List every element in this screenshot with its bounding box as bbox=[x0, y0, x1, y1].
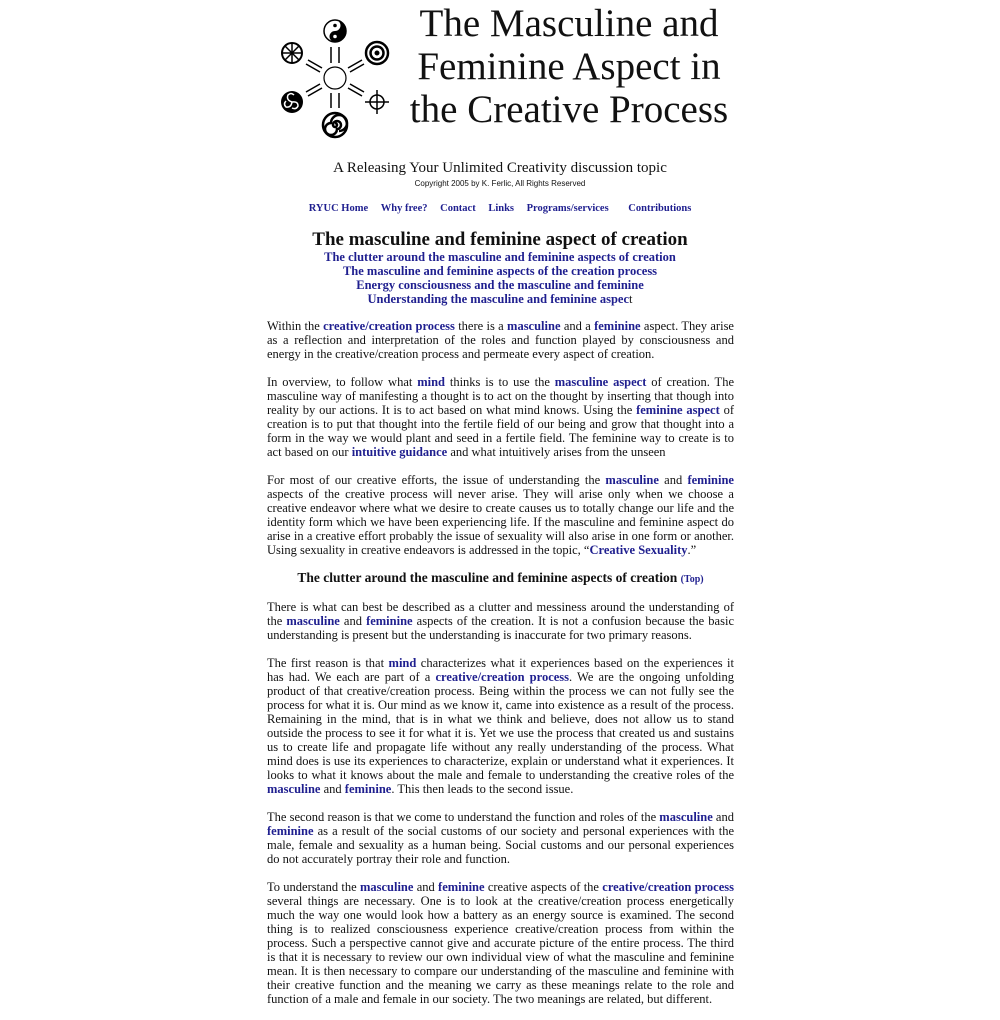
copyright-notice: Copyright 2005 by K. Ferlic, All Rights Reserved bbox=[414, 179, 586, 188]
link-masculine[interactable]: masculine bbox=[605, 473, 659, 487]
link-mind[interactable]: mind bbox=[388, 656, 417, 670]
paragraph: There is what can best be described as a clutter and messiness around the understanding of the masculine and feminine aspects of the creation. It is not a confusion because the basic understanding is present but the understanding is inaccurate for two primary reasons. bbox=[267, 600, 734, 642]
paragraph: In overview, to follow what mind thinks is to use the masculine aspect of creation. The masculine way of manifesting a thought is to act on the thought by inserting that though into reality by our actions. It is to act based on what mind knows. Using the feminine aspect of creation is to put that thought into the fertile field of our being and grow that thought into a form in the way we would plant and seed in a fertile field. The feminine way to create is to act based on our intuitive guidance and what intuitively arises from the unseen bbox=[267, 375, 734, 459]
link-feminine[interactable]: feminine bbox=[267, 824, 314, 838]
link-masculine[interactable]: masculine bbox=[659, 810, 713, 824]
link-masculine[interactable]: masculine bbox=[507, 319, 561, 333]
link-masculine[interactable]: masculine bbox=[267, 782, 321, 796]
cross-circle-icon bbox=[365, 90, 389, 114]
link-creative-sexuality[interactable]: Creative Sexuality bbox=[589, 543, 688, 557]
toc-link-aspects[interactable]: The masculine and feminine aspects of the creation process bbox=[342, 264, 658, 278]
article-body bbox=[267, 319, 734, 1020]
subsection-heading: The clutter around the masculine and feminine aspects of creation (Top) bbox=[297, 570, 704, 585]
toc-link-energy[interactable]: Energy consciousness and the masculine and feminine bbox=[356, 278, 644, 292]
nav-ryuc-home[interactable]: RYUC Home bbox=[308, 203, 369, 214]
page-header bbox=[276, 0, 736, 145]
yin-yang-icon bbox=[324, 20, 346, 42]
link-creative-creation-process[interactable]: creative/creation process bbox=[435, 670, 570, 684]
link-feminine[interactable]: feminine bbox=[344, 782, 392, 796]
link-feminine[interactable]: feminine bbox=[687, 473, 734, 487]
link-feminine[interactable]: feminine bbox=[594, 319, 641, 333]
top-link[interactable]: (Top) bbox=[680, 574, 704, 585]
link-masculine[interactable]: masculine bbox=[286, 614, 340, 628]
table-of-contents bbox=[0, 250, 1000, 306]
creativity-symbols-logo bbox=[276, 14, 394, 140]
toc-link-clutter[interactable]: The clutter around the masculine and feminine aspects of creation bbox=[324, 250, 676, 264]
page-subtitle: A Releasing Your Unlimited Creativity discussion topic bbox=[333, 160, 667, 176]
concentric-circles-icon bbox=[366, 42, 388, 64]
toc-link-understanding[interactable]: Understanding the masculine and feminine aspec bbox=[367, 292, 629, 306]
link-creative-creation-process[interactable]: creative/creation process bbox=[602, 880, 734, 894]
top-navigation bbox=[0, 203, 1000, 214]
wheel-icon bbox=[282, 43, 302, 63]
link-creative-creation-process[interactable]: creative/creation process bbox=[323, 319, 455, 333]
spiral-icon bbox=[323, 113, 347, 137]
paragraph: For most of our creative efforts, the issue of understanding the masculine and feminine aspects of the creative process will never arise. They will arise only when we choose a creative endeavor where what we desire to create causes us to totally change our life and the identity form which we have been experiencing life. If the masculine and feminine aspect do arise in a creative effort probably the issue of sexuality will also arise in one form or another. Using sexuality in creative endeavors is addressed in the topic, “Creative Sexuality.” bbox=[267, 473, 734, 557]
page-title: The Masculine and Feminine Aspect in the Creative Process bbox=[409, 2, 729, 131]
section-title: The masculine and feminine aspect of creation bbox=[312, 229, 688, 250]
link-feminine-aspect[interactable]: feminine aspect bbox=[636, 403, 720, 417]
paragraph: Within the creative/creation process there is a masculine and a feminine aspect. They arise as a reflection and interpretation of the roles and function played by consciousness and energy in the creative/creation process and permeate every aspect of creation. bbox=[267, 319, 734, 361]
nav-why-free[interactable]: Why free? bbox=[380, 203, 428, 214]
link-feminine[interactable]: feminine bbox=[438, 880, 485, 894]
triskele-icon bbox=[281, 91, 303, 113]
link-feminine[interactable]: feminine bbox=[366, 614, 413, 628]
paragraph: The second reason is that we come to understand the function and roles of the masculine and feminine as a result of the social customs of our society and personal experiences with the male, female and sexuality as a human being. Social customs and our personal experiences do not accurately portray their role and function. bbox=[267, 810, 734, 866]
link-masculine[interactable]: masculine bbox=[359, 880, 414, 894]
nav-links[interactable]: Links bbox=[488, 203, 515, 214]
nav-programs-services[interactable]: Programs/services bbox=[526, 203, 609, 214]
nav-contributions[interactable]: Contributions bbox=[628, 203, 692, 214]
paragraph: To understand the masculine and feminine creative aspects of the creative/creation process several things are necessary. One is to look at the creative/creation process energetically much the way one would look how a battery as an energy source is examined. The second thing is to realized consciousness experience creative/creation process from within the process. Such a perspective cannot give and accurate picture of the entire process. The third is that it is necessary to review our own individual view of what the masculine and feminine mean. It is then necessary to compare our understanding of the masculine and feminine with their creative function and the meaning we carry as these meanings relate to the role and function of a male and female in our society. The two meanings are related, but different. bbox=[267, 880, 734, 1006]
link-masculine-aspect[interactable]: masculine aspect bbox=[554, 375, 647, 389]
paragraph: The first reason is that mind characterizes what it experiences based on the experiences it has had. We each are part of a creative/creation process. We are the ongoing unfolding product of that creative/creation process. Being within the process we can not fully see the process for what it is. Our mind as we know it, came into existence as a result of the process. Remaining in the mind, that is in what we think and believe, does not allow us to stand outside the process to see it for what it is. Yet we use the process that created us and sustains us to create life and propagate life without any really understanding of the process. What mind does is use its experiences to characterize, explain or understand what it experiences. It looks to what it knows about the male and female to understanding the creative roles of the masculine and feminine. This then leads to the second issue. bbox=[267, 656, 735, 796]
link-intuitive-guidance[interactable]: intuitive guidance bbox=[351, 445, 448, 459]
toc-item-understanding: Understanding the masculine and feminine aspect bbox=[367, 292, 633, 306]
nav-contact[interactable]: Contact bbox=[440, 203, 476, 214]
link-mind[interactable]: mind bbox=[417, 375, 445, 389]
